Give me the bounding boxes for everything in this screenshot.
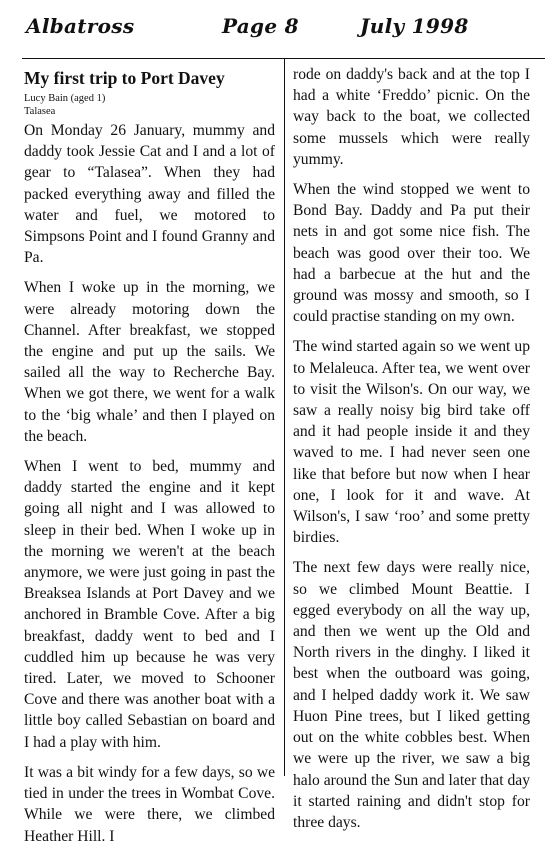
issue-date: July 1998 <box>360 14 469 38</box>
article-paragraph: The next few days were really nice, so we climbed Mount Beattie. I egged everybody on all the way up, and then we went up the Old and North rivers in the dinghy. I liked it best when the outboard was going, and I helped daddy work it. We saw Huon Pine trees, but I liked getting out on the white cobbles best. When we were up the river, we saw a big halo around the Sun and later that day it started raining and didn't stop for three days. <box>293 559 530 831</box>
article-paragraph: The wind started again so we went up to Melaleuca. After tea, we went over to visit the Wilson's. On our way, we saw a really noisy big bird take off and it had people inside it and they waved to me. I had never seen one like that before but now when I hear one, I look for it and wave. At Wilson's, I saw ‘roo’ and some pretty birdies. <box>293 338 530 547</box>
column-divider <box>284 58 285 776</box>
page-header <box>22 14 529 48</box>
article-title: My first trip to Port Davey <box>24 68 225 88</box>
article-boat: Talasea <box>24 105 56 117</box>
article-paragraph: On Monday 26 January, mummy and daddy took Jessie Cat and I and a lot of gear to “Talasea”. When they had packed everything away and filled the water and fuel, we motored to Simpsons Point and I found Granny and Pa. <box>24 122 275 267</box>
publication-name: Albatross <box>26 14 135 38</box>
article-author: Lucy Bain (aged 1) <box>24 93 106 104</box>
page-number: Page 8 <box>222 14 299 38</box>
article-paragraph: When the wind stopped we went to Bond Bay. Daddy and Pa put their nets in and got some nice fish. The beach was good over their too. We had a barbecue at the hut and the ground was mossy and smooth, so I could practise standing on my own. <box>293 181 530 326</box>
article-column-left <box>24 64 275 856</box>
article-paragraph: When I went to bed, mummy and daddy started the engine and it kept going all night and I was allowed to sleep in their bed. When I woke up in the morning we weren't at the beach anymore, we were just going in past the Breaksea Islands at Port Davey and we anchored in Bramble Cove. After a big breakfast, daddy went to bed and I cuddled him up because he was very tired. Later, we moved to Schooner Cove and there was another boat with a little boy called Sebastian on board and I had a play with him. <box>24 458 275 751</box>
article-column-right <box>293 64 530 842</box>
article-paragraph: It was a bit windy for a few days, so we tied in under the trees in Wombat Cove. While we were there, we climbed Heather Hill. I <box>24 763 275 845</box>
article-paragraph: When I woke up in the morning, we were already motoring down the Channel. After breakfast, we stopped the engine and put up the sails. We sailed all the way to Recherche Bay. When we got there, we went for a walk to the ‘big whale’ and then I played on the beach. <box>24 279 275 445</box>
article-paragraph: rode on daddy's back and at the top I had a white ‘Freddo’ picnic. On the way back to the boat, we collected some mussels which were really yummy. <box>293 66 530 168</box>
